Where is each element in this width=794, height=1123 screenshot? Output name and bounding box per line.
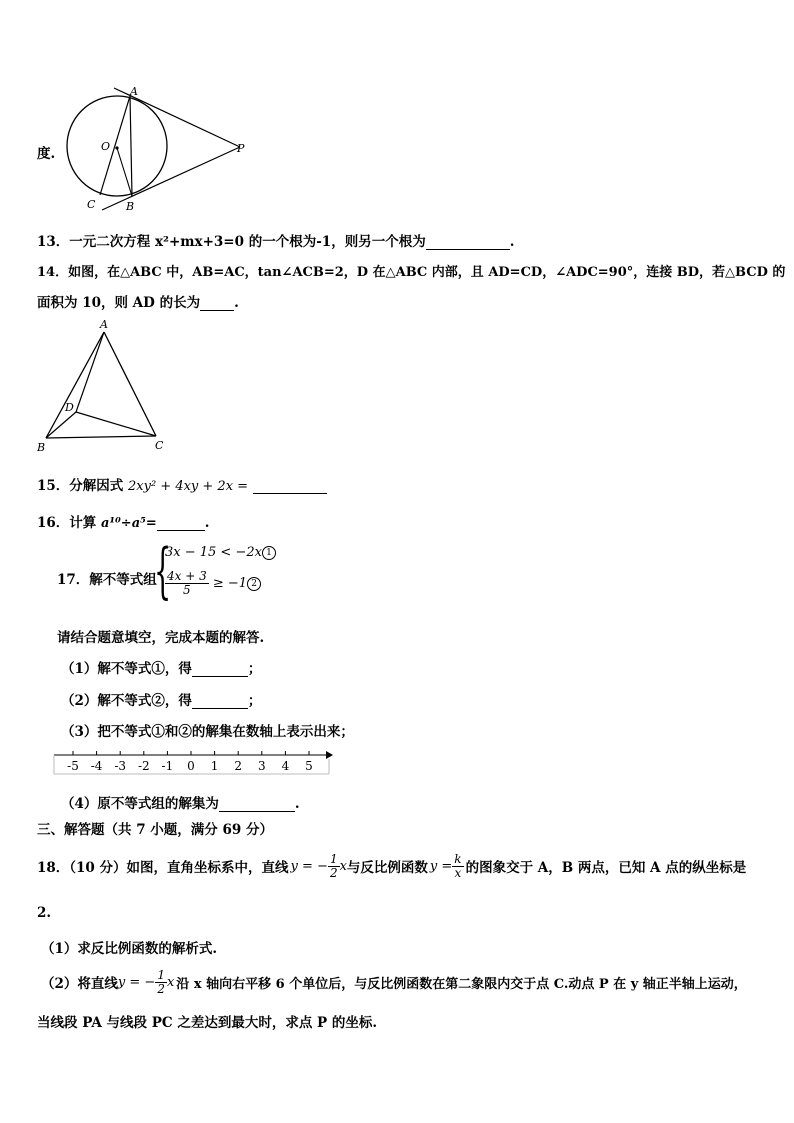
label-a: A — [130, 85, 138, 98]
number-line-tick-label: -5 — [67, 759, 79, 773]
q16-end: . — [204, 515, 210, 531]
number-line-tick-label: 5 — [305, 759, 313, 773]
q18-frac1 — [328, 853, 340, 880]
frac1-numerator: 1 — [329, 851, 338, 866]
segment-ob — [117, 148, 132, 196]
label-d: D — [65, 401, 74, 414]
center-o-dot — [115, 146, 118, 149]
q18-y-eq: y = − — [290, 858, 328, 874]
question-13 — [37, 230, 514, 250]
inequality-2 — [165, 570, 261, 597]
tangent-pb — [102, 147, 240, 210]
q14-line2: 面积为 10，则 AD 的长为 — [37, 295, 201, 311]
triangle-figure — [34, 316, 174, 454]
step4-blank[interactable] — [219, 797, 295, 812]
segment-bd — [46, 412, 76, 438]
question-14-line2 — [37, 291, 239, 311]
frac2-denominator: x — [454, 865, 462, 880]
q16-label: 16．计算 — [37, 515, 97, 531]
step1-blank[interactable] — [192, 662, 248, 677]
chord-ab — [130, 96, 132, 196]
circle-tangent-figure — [60, 84, 260, 214]
segment-ad — [76, 332, 104, 412]
ineq1-text: 3x − 15 < −2x — [165, 545, 262, 560]
sub2-x: x — [166, 974, 175, 990]
sub2-a: （2）将直线 — [41, 976, 118, 992]
q18-sub2-line1 — [41, 962, 747, 1002]
ineq2-rhs: ≥ −1 — [212, 576, 248, 591]
q15-blank[interactable] — [253, 479, 327, 494]
ineq2-numerator: 4x + 3 — [167, 569, 207, 583]
label-c: C — [87, 198, 96, 211]
number-line-tick-label: 1 — [210, 759, 219, 773]
label-b: B — [37, 441, 46, 454]
q17-label: 17．解不等式组 — [57, 572, 157, 588]
step4-text: （4）原不等式组的解集为 — [61, 796, 219, 812]
number-line-tick-label: 2 — [234, 759, 243, 773]
q16-blank[interactable] — [157, 516, 205, 531]
question-15 — [37, 474, 327, 494]
number-line-arrow — [326, 751, 333, 759]
q12-tail: 度. — [37, 146, 56, 162]
sub2-frac-numerator: 1 — [157, 967, 165, 982]
q18-p2: 与反比例函数 — [346, 860, 428, 876]
number-line-tick-label: 0 — [187, 759, 195, 773]
label-a: A — [100, 318, 108, 331]
q13-blank[interactable] — [426, 235, 510, 250]
q17-step3: （3）把不等式①和②的解集在数轴上表示出来； — [61, 724, 354, 740]
q13-text: 13．一元二次方程 x²+mx+3=0 的一个根为-1，则另一个根为 — [37, 234, 426, 250]
step2-text: （2）解不等式②，得 — [61, 693, 192, 709]
number-line-tick-label: 4 — [281, 759, 290, 773]
q17-instruction: 请结合题意填空，完成本题的解答. — [57, 630, 265, 646]
ineq2-fraction — [165, 570, 209, 597]
question-16 — [37, 511, 209, 531]
q18-frac2 — [452, 853, 463, 880]
q18-y-eq2: y = — [429, 858, 453, 874]
q17-step2 — [61, 689, 261, 709]
frac1-denominator: 2 — [329, 865, 338, 880]
q17-step4 — [61, 792, 300, 812]
side-bc — [46, 436, 156, 438]
side-ab — [46, 332, 104, 438]
inequality-system-brace: { — [154, 536, 172, 606]
step4-end: . — [294, 796, 300, 812]
ineq2-tag: 2 — [247, 577, 261, 591]
step1-text: （1）解不等式①，得 — [61, 661, 192, 677]
q17-step1 — [61, 657, 261, 677]
q13-end: . — [509, 234, 515, 250]
q18-p1: 18．（10 分）如图，直角坐标系中，直线 — [37, 860, 289, 876]
segment-dc — [76, 412, 156, 436]
q14-line1: 14．如图，在△ABC 中，AB=AC，tan∠ACB=2，D 在△ABC 内部，且 AD=CD，∠ADC=90°，连接 BD，若△BCD 的 — [37, 265, 786, 280]
number-line — [52, 748, 334, 778]
number-line-tick-label: -4 — [90, 759, 103, 773]
step1-semicolon: ； — [247, 661, 262, 677]
sub2-frac — [155, 969, 167, 996]
label-o: O — [101, 140, 111, 153]
number-line-tick-label: 3 — [257, 759, 266, 773]
number-line-tick-label: -1 — [161, 759, 174, 773]
question-18-line1 — [37, 846, 746, 886]
q18-sub2-line2: 当线段 PA 与线段 PC 之差达到最大时，求点 P 的坐标. — [37, 1015, 378, 1031]
q14-end: . — [234, 295, 239, 311]
sub2-frac-denominator: 2 — [157, 981, 165, 996]
circle-o — [67, 96, 167, 196]
label-p: P — [237, 142, 245, 155]
q14-blank[interactable] — [200, 296, 234, 311]
ineq1-tag: 1 — [262, 546, 276, 560]
step2-blank[interactable] — [192, 694, 248, 709]
number-line-tick-label: -3 — [114, 759, 127, 773]
q16-formula: a¹⁰÷a⁵= — [101, 516, 157, 531]
sub2-b: 沿 x 轴向右平移 6 个单位后，与反比例函数在第二象限内交于点 C.动点 P 在 y 轴正半轴上运动， — [176, 976, 747, 992]
q15-formula: 2xy² + 4xy + 2x = — [128, 479, 249, 494]
label-c: C — [155, 439, 164, 452]
q18-p3: 的图象交于 A，B 两点，已知 A 点的纵坐标是 — [465, 860, 747, 876]
section-3-heading: 三、解答题（共 7 小题，满分 69 分） — [37, 822, 273, 838]
step2-semicolon: ； — [247, 693, 262, 709]
frac2-numerator: k — [454, 851, 462, 866]
q18-sub1: （1）求反比例函数的解析式. — [41, 941, 218, 957]
inequality-1 — [165, 545, 276, 560]
q18-line2: 2. — [37, 905, 52, 921]
label-b: B — [126, 200, 135, 213]
sub2-y-eq: y = − — [117, 974, 156, 990]
ineq2-denominator: 5 — [183, 583, 191, 597]
number-line-tick-label: -2 — [137, 759, 150, 773]
side-ac — [104, 332, 156, 436]
q15-label: 15．分解因式 — [37, 478, 124, 494]
q18-x: x — [339, 858, 347, 874]
